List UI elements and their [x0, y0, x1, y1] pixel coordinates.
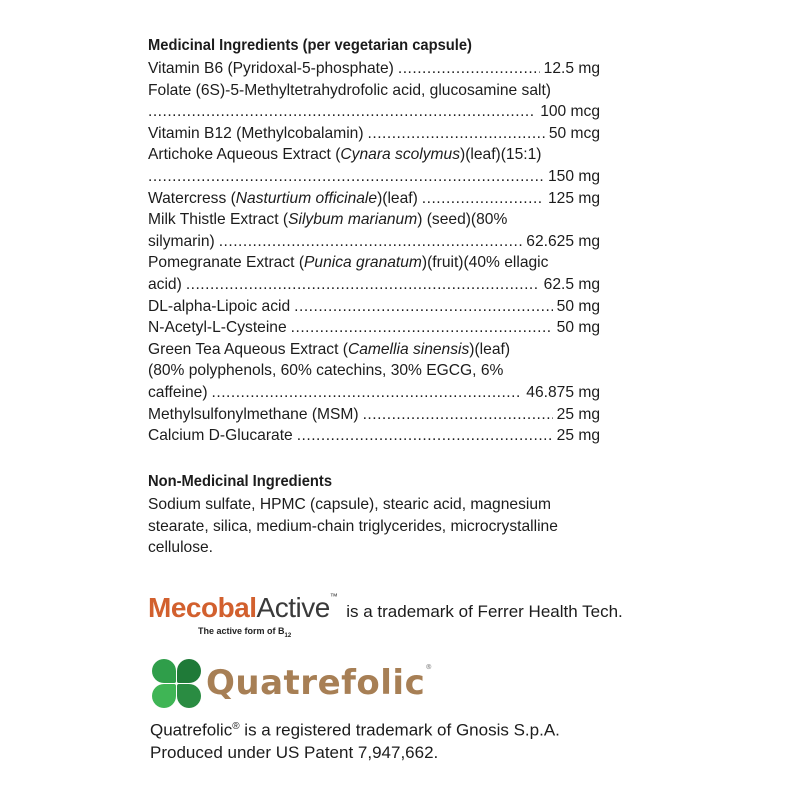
- ingredient-row: [148, 382, 600, 404]
- ingredient-amount: 100 mcg: [540, 103, 600, 121]
- ingredient-name: Milk Thistle Extract (Silybum marianum) (seed)(80%: [148, 211, 508, 229]
- medicinal-heading: Medicinal Ingredients (per vegetarian capsule): [148, 37, 472, 54]
- leader-dots: [297, 425, 553, 447]
- ingredient-name-cont: silymarin): [148, 232, 215, 250]
- ingredient-name: Green Tea Aqueous Extract (Camellia sinensis)(leaf): [148, 340, 511, 358]
- non-medicinal-text: Sodium sulfate, HPMC (capsule), stearic acid, magnesium stearate, silica, medium-chain triglycerides, microcrystalline cellulose.: [148, 496, 558, 557]
- ingredient-row: [148, 317, 600, 339]
- ingredient-row: [148, 58, 600, 80]
- leader-dots: [148, 101, 536, 123]
- leader-dots: [186, 274, 540, 296]
- ingredient-row: [148, 274, 600, 296]
- quatrefolic-trademark-line: Quatrefolic® is a registered trademark of Gnosis S.p.A.: [150, 720, 560, 740]
- ingredient-row: [148, 404, 600, 426]
- ingredient-row: [148, 188, 600, 210]
- ingredient-amount: 62.625 mg: [526, 232, 600, 250]
- quatrefolic-logo: [150, 657, 433, 709]
- quatrefolic-wordmark: Quatrefolic®: [206, 663, 433, 703]
- ingredient-amount: 62.5 mg: [543, 275, 600, 293]
- ingredient-row: [148, 123, 600, 145]
- patent-line: Produced under US Patent 7,947,662.: [150, 742, 439, 762]
- ingredient-name: Calcium D-Glucarate: [148, 427, 293, 445]
- ingredient-amount: 50 mg: [556, 319, 600, 337]
- mecobal-description: is a trademark of Ferrer Health Tech.: [346, 602, 623, 621]
- ingredient-amount: 12.5 mg: [543, 60, 600, 77]
- non-medicinal-section: [148, 472, 608, 559]
- ingredient-name: Vitamin B12 (Methylcobalamin): [148, 124, 364, 142]
- leader-dots: [219, 231, 523, 253]
- ingredient-amount: 46.875 mg: [526, 383, 600, 401]
- ingredient-row: [148, 166, 600, 188]
- ingredient-name-cont: (80% polyphenols, 60% catechins, 30% EGCG, 6%: [148, 362, 504, 380]
- ingredient-name: Folate (6S)-5-Methyltetrahydrofolic acid, glucosamine salt): [148, 81, 552, 99]
- leader-dots: [148, 166, 544, 188]
- leader-dots: [398, 58, 540, 80]
- ingredient-row: [148, 425, 600, 447]
- latin-name: Cynara scolymus: [340, 146, 461, 164]
- ingredient-row: [148, 296, 600, 318]
- ingredient-name: Artichoke Aqueous Extract (Cynara scolymus)(leaf)(15:1): [148, 146, 542, 164]
- mecobalactive-trademark: [148, 592, 623, 639]
- leader-dots: [291, 317, 553, 339]
- ingredient-name: Methylsulfonylmethane (MSM): [148, 405, 359, 423]
- leader-dots: [422, 188, 544, 210]
- ingredient-row: [148, 231, 600, 253]
- mecobal-tagline: The active form of $B_{12}$: [198, 626, 292, 639]
- mecobal-logo-part1: Mecobal: [148, 592, 257, 623]
- ingredient-amount: 125 mg: [547, 189, 600, 207]
- leader-dots: [294, 296, 553, 318]
- ingredient-name: DL-alpha-Lipoic acid: [148, 297, 291, 315]
- leader-dots: [212, 382, 523, 404]
- ingredient-name: Watercress (Nasturtium officinale)(leaf): [148, 189, 418, 207]
- non-medicinal-heading: Non-Medicinal Ingredients: [148, 473, 333, 490]
- ingredient-name-cont: caffeine): [148, 383, 208, 401]
- ingredient-amount: 50 mcg: [548, 124, 600, 142]
- leader-dots: [363, 404, 553, 426]
- ingredient-row: [148, 101, 600, 123]
- ingredient-name: Vitamin B6 (Pyridoxal-5-phosphate): [148, 60, 394, 77]
- ingredient-name: N-Acetyl-L-Cysteine: [148, 319, 287, 337]
- ingredient-name: Pomegranate Extract (Punica granatum)(fruit)(40% ellagic: [148, 254, 549, 272]
- ingredient-amount: 25 mg: [556, 405, 600, 423]
- ingredient-amount: 25 mg: [556, 427, 600, 445]
- leader-dots: [368, 123, 545, 145]
- ingredient-amount: 50 mg: [556, 297, 600, 315]
- mecobal-logo-part2: Active: [256, 592, 330, 623]
- quatrefolic-note: [150, 716, 560, 764]
- ingredient-name-cont: acid): [148, 275, 182, 293]
- clover-icon: [150, 657, 202, 709]
- medicinal-ingredients-section: [148, 36, 600, 447]
- trademark-symbol: ™: [329, 592, 338, 601]
- ingredient-amount: 150 mg: [547, 167, 600, 185]
